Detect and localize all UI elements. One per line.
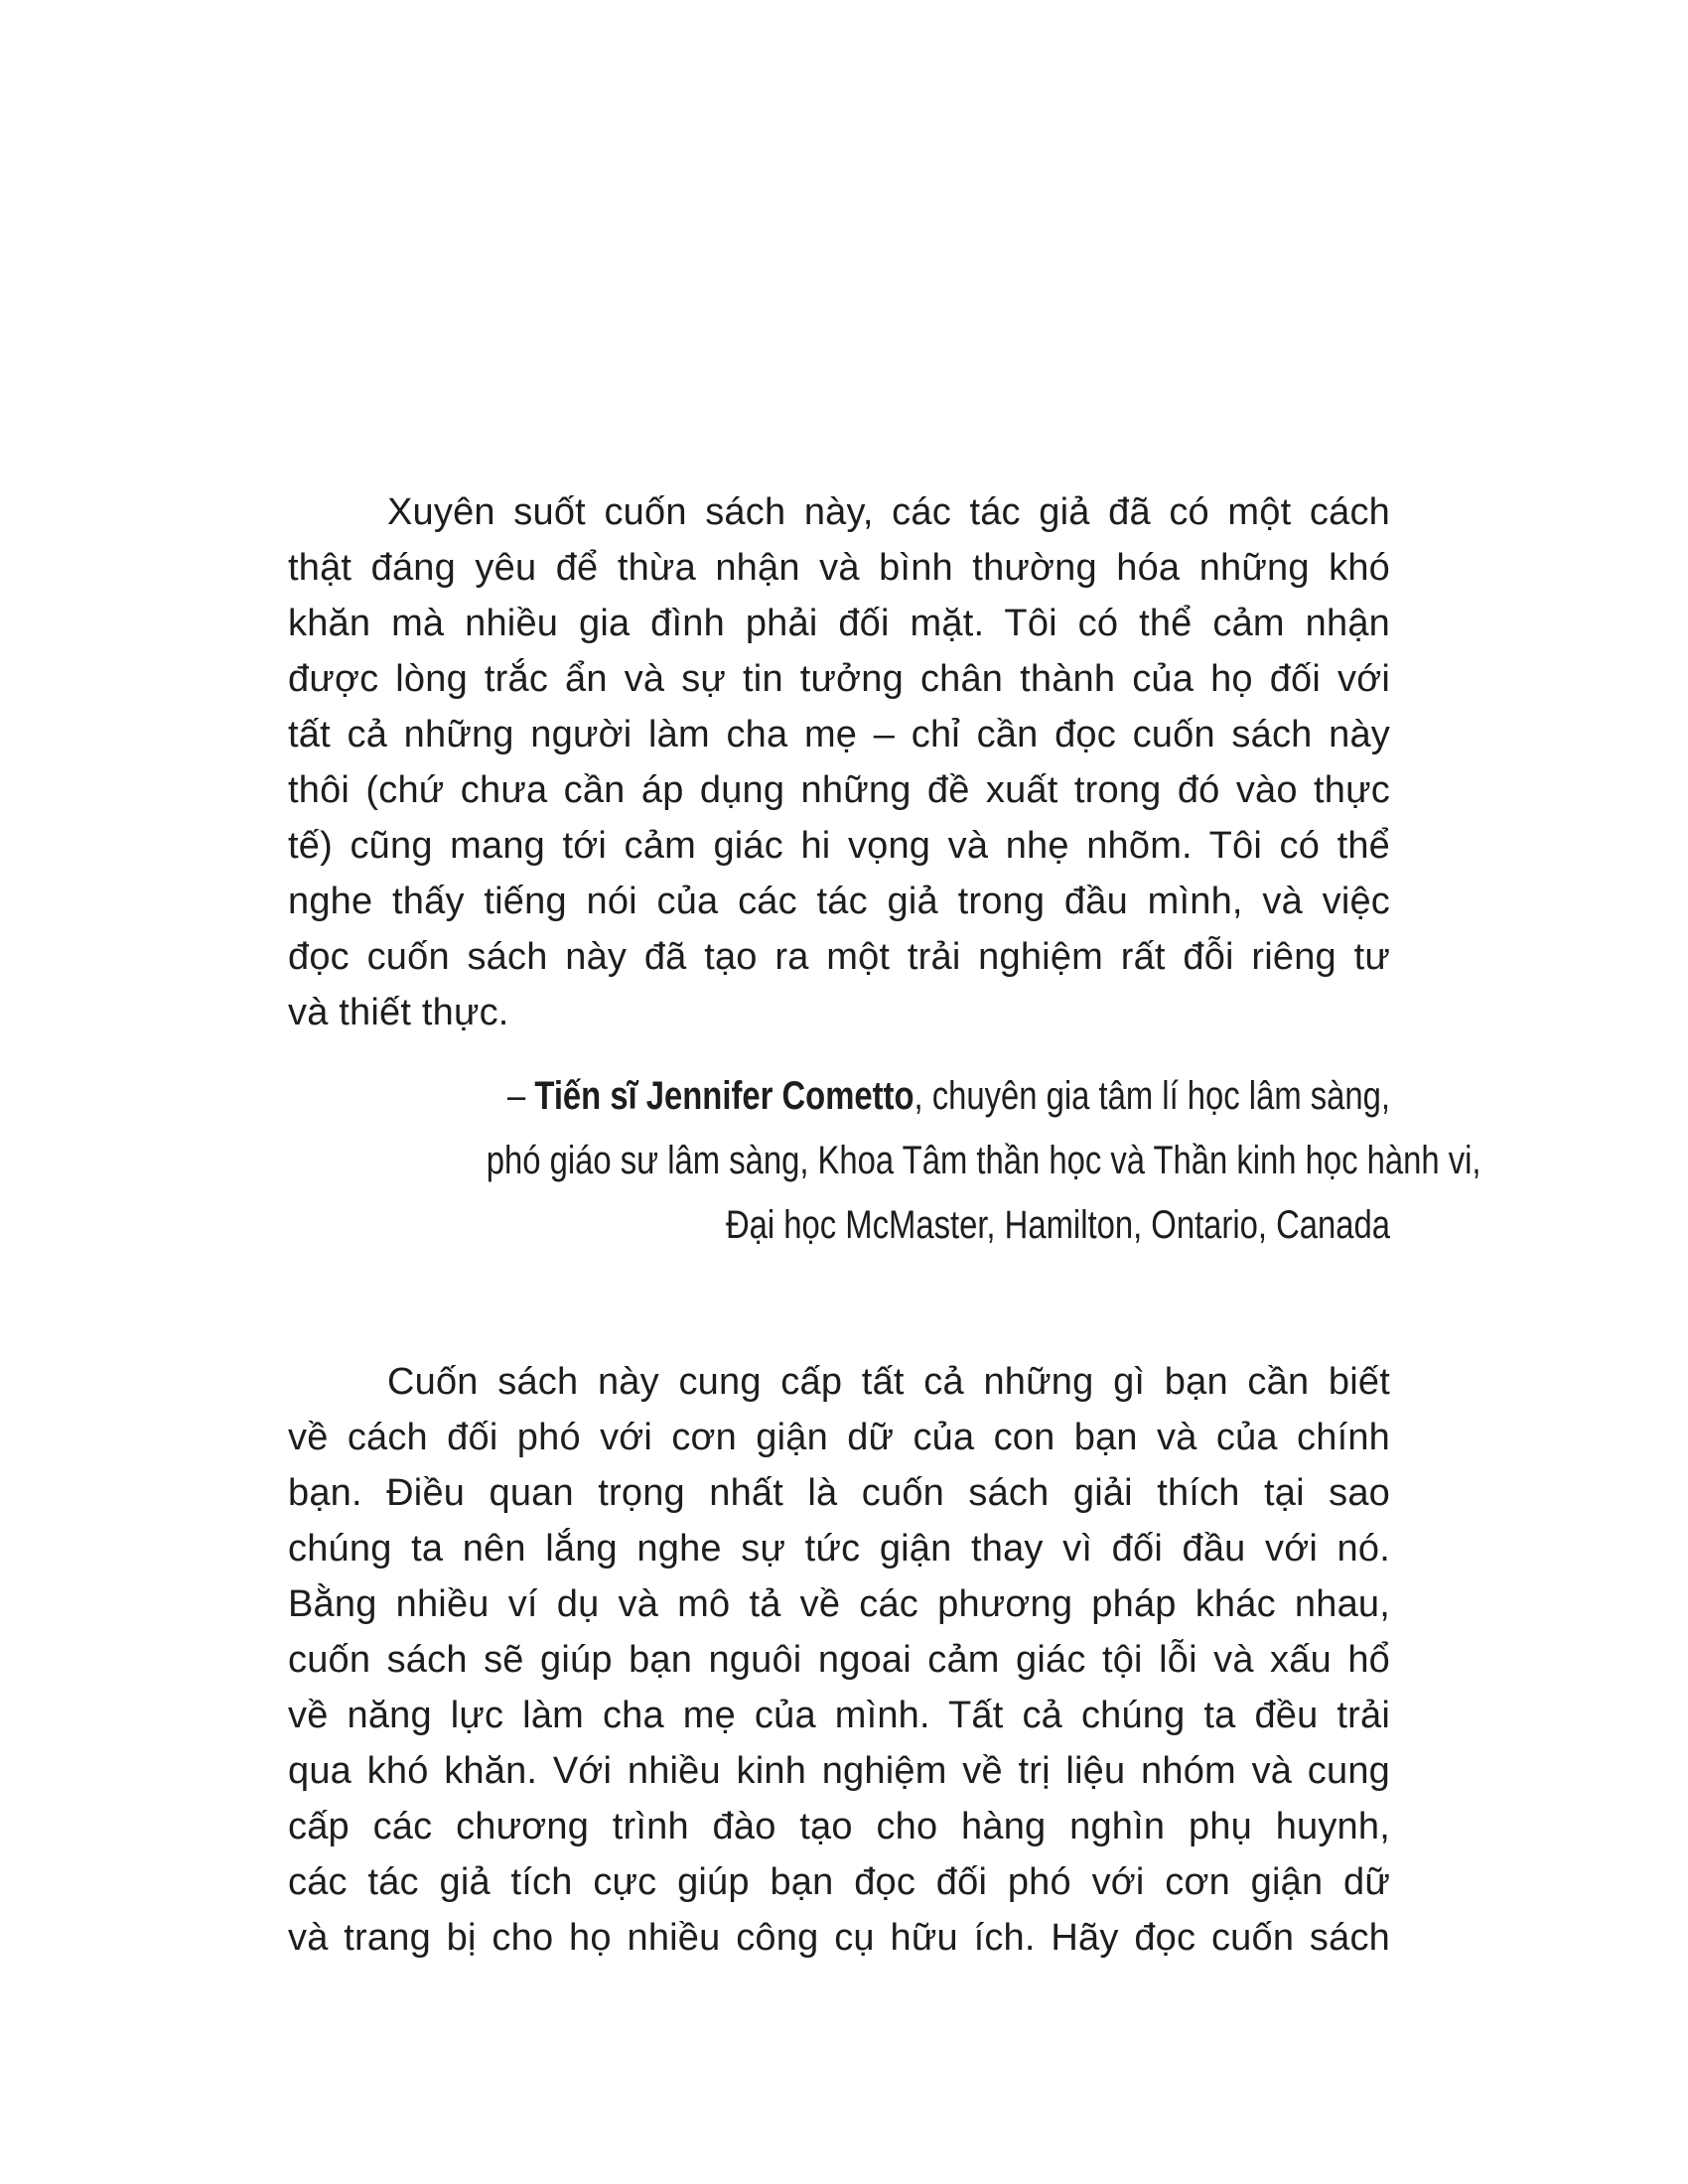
text-line: và thiết thực. bbox=[288, 992, 509, 1033]
text-line: các tác giả tích cực giúp bạn đọc đối phó với cơn giận dữ bbox=[288, 1861, 1390, 1903]
text-line: cuốn sách sẽ giúp bạn nguôi ngoai cảm giác tội lỗi và xấu hổ bbox=[288, 1639, 1390, 1681]
text-line: cấp các chương trình đào tạo cho hàng nghìn phụ huynh, bbox=[288, 1806, 1390, 1847]
attribution bbox=[288, 1064, 1481, 1258]
text-line: Cuốn sách này cung cấp tất cả những gì bạn cần biết bbox=[387, 1361, 1390, 1403]
text-line: về cách đối phó với cơn giận dữ của con bạn và của chính bbox=[288, 1417, 1390, 1458]
text-line: tế) cũng mang tới cảm giác hi vọng và nhẹ nhõm. Tôi có thể bbox=[288, 825, 1390, 867]
attribution-line: phó giáo sư lâm sàng, Khoa Tâm thần học và Thần kinh học hành vi, bbox=[486, 1139, 1481, 1182]
reviewer-title: , chuyên gia tâm lí học lâm sàng, bbox=[914, 1074, 1390, 1118]
text-line: đọc cuốn sách này đã tạo ra một trải nghiệm rất đỗi riêng tư bbox=[288, 936, 1390, 978]
review-quote-1 bbox=[288, 484, 1390, 1040]
text-line: về năng lực làm cha mẹ của mình. Tất cả chúng ta đều trải bbox=[288, 1695, 1390, 1736]
text-line: qua khó khăn. Với nhiều kinh nghiệm về trị liệu nhóm và cung bbox=[288, 1750, 1390, 1792]
text-line: tất cả những người làm cha mẹ – chỉ cần đọc cuốn sách này bbox=[288, 714, 1390, 755]
text-line: Xuyên suốt cuốn sách này, các tác giả đã có một cách bbox=[387, 491, 1390, 533]
attribution-dash: – bbox=[507, 1074, 535, 1118]
attribution-line bbox=[487, 1064, 1390, 1129]
review-quote-2 bbox=[288, 1354, 1390, 1966]
text-line: và trang bị cho họ nhiều công cụ hữu ích. Hãy đọc cuốn sách bbox=[288, 1917, 1390, 1959]
text-line: Bằng nhiều ví dụ và mô tả về các phương pháp khác nhau, bbox=[288, 1583, 1390, 1625]
text-line: thật đáng yêu để thừa nhận và bình thường hóa những khó bbox=[288, 547, 1390, 589]
text-line: thôi (chứ chưa cần áp dụng những đề xuất trong đó vào thực bbox=[288, 769, 1390, 811]
attribution-line: Đại học McMaster, Hamilton, Ontario, Canada bbox=[725, 1203, 1390, 1247]
text-line: bạn. Điều quan trọng nhất là cuốn sách giải thích tại sao bbox=[288, 1472, 1390, 1514]
text-line: chúng ta nên lắng nghe sự tức giận thay vì đối đầu với nó. bbox=[288, 1528, 1390, 1570]
reviewer-name: Tiến sĩ Jennifer Cometto bbox=[534, 1074, 914, 1118]
text-line: nghe thấy tiếng nói của các tác giả trong đầu mình, và việc bbox=[288, 881, 1390, 922]
text-line: khăn mà nhiều gia đình phải đối mặt. Tôi có thể cảm nhận bbox=[288, 603, 1390, 644]
text-line: được lòng trắc ẩn và sự tin tưởng chân thành của họ đối với bbox=[288, 658, 1390, 700]
